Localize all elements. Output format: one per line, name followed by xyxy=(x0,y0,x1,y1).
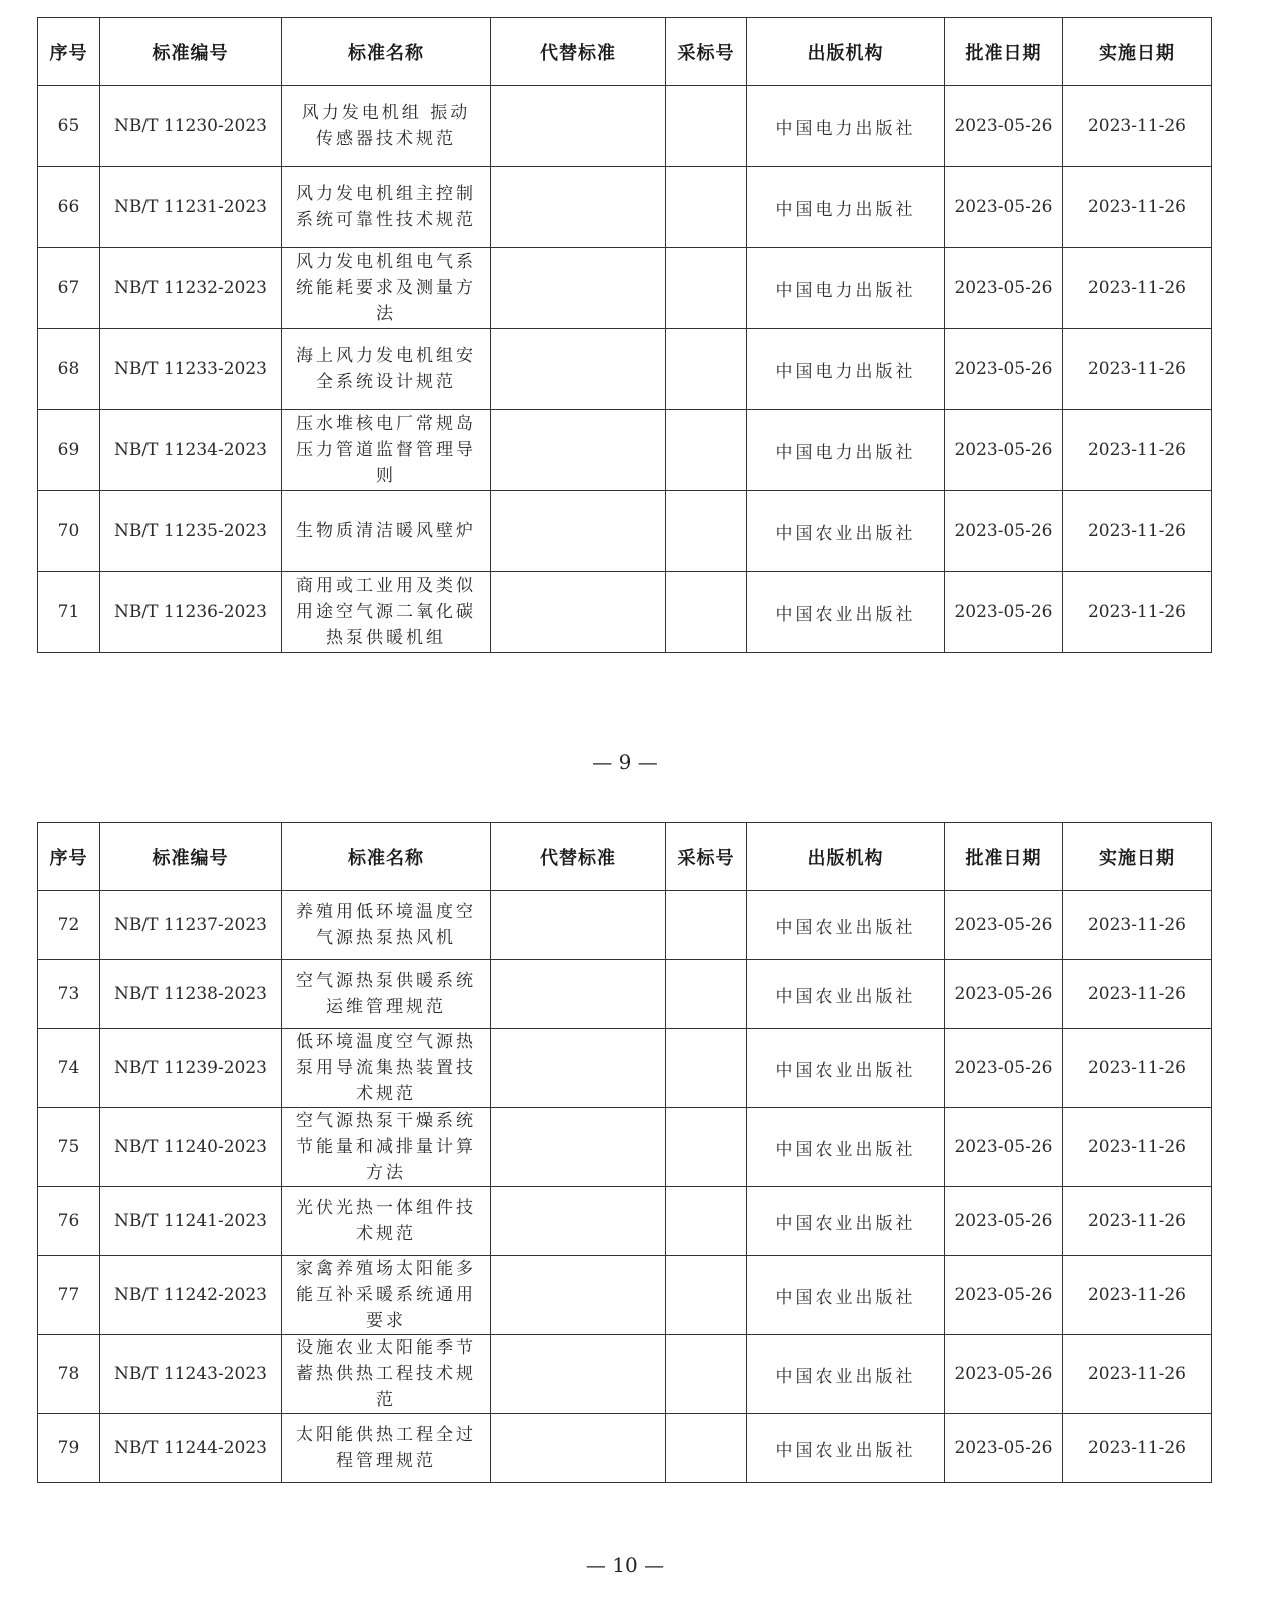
cell-effective: 2023-11-26 xyxy=(1063,329,1212,410)
cell-effective: 2023-11-26 xyxy=(1063,891,1212,960)
cell-name: 风力发电机组主控制系统可靠性技术规范 xyxy=(282,167,491,248)
cell-effective: 2023-11-26 xyxy=(1063,1335,1212,1414)
cell-replaces xyxy=(491,1335,666,1414)
cell-name: 太阳能供热工程全过程管理规范 xyxy=(282,1414,491,1483)
cell-code: NB/T 11238-2023 xyxy=(100,960,282,1029)
table-header-row xyxy=(38,823,1212,891)
cell-publisher: 中国农业出版社 xyxy=(747,1414,945,1483)
cell-no: 71 xyxy=(38,572,100,653)
table-row xyxy=(38,1187,1212,1256)
cell-name: 养殖用低环境温度空气源热泵热风机 xyxy=(282,891,491,960)
table-row xyxy=(38,410,1212,491)
cell-approved: 2023-05-26 xyxy=(945,572,1063,653)
cell-name: 空气源热泵供暖系统运维管理规范 xyxy=(282,960,491,1029)
cell-publisher: 中国农业出版社 xyxy=(747,1029,945,1108)
cell-approved: 2023-05-26 xyxy=(945,248,1063,329)
cell-approved: 2023-05-26 xyxy=(945,167,1063,248)
cell-effective: 2023-11-26 xyxy=(1063,960,1212,1029)
cell-approved: 2023-05-26 xyxy=(945,491,1063,572)
cell-no: 67 xyxy=(38,248,100,329)
cell-publisher: 中国电力出版社 xyxy=(747,167,945,248)
cell-replaces xyxy=(491,167,666,248)
cell-code: NB/T 11234-2023 xyxy=(100,410,282,491)
cell-publisher: 中国农业出版社 xyxy=(747,1256,945,1335)
cell-replaces xyxy=(491,1029,666,1108)
cell-name: 家禽养殖场太阳能多能互补采暖系统通用要求 xyxy=(282,1256,491,1335)
cell-name: 低环境温度空气源热泵用导流集热装置技术规范 xyxy=(282,1029,491,1108)
cell-adopted xyxy=(666,1108,747,1187)
header-replaces: 代替标准 xyxy=(491,823,666,891)
table-row xyxy=(38,248,1212,329)
cell-effective: 2023-11-26 xyxy=(1063,1029,1212,1108)
header-code: 标准编号 xyxy=(100,823,282,891)
header-effective: 实施日期 xyxy=(1063,18,1212,86)
cell-adopted xyxy=(666,329,747,410)
cell-no: 68 xyxy=(38,329,100,410)
cell-no: 78 xyxy=(38,1335,100,1414)
table-row xyxy=(38,1256,1212,1335)
cell-publisher: 中国农业出版社 xyxy=(747,1187,945,1256)
cell-replaces xyxy=(491,410,666,491)
cell-approved: 2023-05-26 xyxy=(945,1108,1063,1187)
cell-name: 生物质清洁暖风壁炉 xyxy=(282,491,491,572)
cell-effective: 2023-11-26 xyxy=(1063,410,1212,491)
cell-name: 压水堆核电厂常规岛压力管道监督管理导则 xyxy=(282,410,491,491)
table-body xyxy=(38,891,1212,1483)
cell-effective: 2023-11-26 xyxy=(1063,1108,1212,1187)
cell-replaces xyxy=(491,248,666,329)
cell-adopted xyxy=(666,248,747,329)
cell-adopted xyxy=(666,1187,747,1256)
cell-name: 风力发电机组电气系统能耗要求及测量方法 xyxy=(282,248,491,329)
cell-name: 光伏光热一体组件技术规范 xyxy=(282,1187,491,1256)
cell-name: 设施农业太阳能季节蓄热供热工程技术规范 xyxy=(282,1335,491,1414)
cell-publisher: 中国电力出版社 xyxy=(747,86,945,167)
cell-adopted xyxy=(666,1335,747,1414)
cell-approved: 2023-05-26 xyxy=(945,1029,1063,1108)
cell-replaces xyxy=(491,491,666,572)
table-row xyxy=(38,491,1212,572)
cell-name: 风力发电机组 振动传感器技术规范 xyxy=(282,86,491,167)
cell-adopted xyxy=(666,891,747,960)
cell-approved: 2023-05-26 xyxy=(945,1187,1063,1256)
cell-approved: 2023-05-26 xyxy=(945,1256,1063,1335)
cell-replaces xyxy=(491,960,666,1029)
cell-name: 空气源热泵干燥系统节能量和减排量计算方法 xyxy=(282,1108,491,1187)
cell-replaces xyxy=(491,86,666,167)
cell-approved: 2023-05-26 xyxy=(945,329,1063,410)
header-no: 序号 xyxy=(38,823,100,891)
cell-no: 76 xyxy=(38,1187,100,1256)
cell-no: 72 xyxy=(38,891,100,960)
cell-replaces xyxy=(491,1256,666,1335)
cell-adopted xyxy=(666,1029,747,1108)
cell-approved: 2023-05-26 xyxy=(945,410,1063,491)
cell-effective: 2023-11-26 xyxy=(1063,1256,1212,1335)
cell-code: NB/T 11240-2023 xyxy=(100,1108,282,1187)
cell-no: 77 xyxy=(38,1256,100,1335)
standards-table-page-9 xyxy=(37,17,1212,653)
cell-effective: 2023-11-26 xyxy=(1063,167,1212,248)
table-row xyxy=(38,1108,1212,1187)
header-approved: 批准日期 xyxy=(945,823,1063,891)
cell-approved: 2023-05-26 xyxy=(945,891,1063,960)
cell-replaces xyxy=(491,1414,666,1483)
cell-code: NB/T 11239-2023 xyxy=(100,1029,282,1108)
cell-effective: 2023-11-26 xyxy=(1063,86,1212,167)
cell-code: NB/T 11243-2023 xyxy=(100,1335,282,1414)
cell-publisher: 中国农业出版社 xyxy=(747,491,945,572)
cell-adopted xyxy=(666,410,747,491)
cell-name: 海上风力发电机组安全系统设计规范 xyxy=(282,329,491,410)
cell-approved: 2023-05-26 xyxy=(945,1414,1063,1483)
header-name: 标准名称 xyxy=(282,823,491,891)
cell-replaces xyxy=(491,329,666,410)
cell-publisher: 中国农业出版社 xyxy=(747,1335,945,1414)
cell-publisher: 中国农业出版社 xyxy=(747,960,945,1029)
cell-publisher: 中国农业出版社 xyxy=(747,572,945,653)
header-adopted: 采标号 xyxy=(666,18,747,86)
cell-adopted xyxy=(666,86,747,167)
header-publisher: 出版机构 xyxy=(747,18,945,86)
cell-publisher: 中国农业出版社 xyxy=(747,1108,945,1187)
cell-approved: 2023-05-26 xyxy=(945,1335,1063,1414)
cell-effective: 2023-11-26 xyxy=(1063,572,1212,653)
cell-no: 66 xyxy=(38,167,100,248)
cell-code: NB/T 11235-2023 xyxy=(100,491,282,572)
cell-code: NB/T 11236-2023 xyxy=(100,572,282,653)
table-body xyxy=(38,86,1212,653)
cell-effective: 2023-11-26 xyxy=(1063,248,1212,329)
cell-code: NB/T 11244-2023 xyxy=(100,1414,282,1483)
cell-no: 75 xyxy=(38,1108,100,1187)
cell-approved: 2023-05-26 xyxy=(945,960,1063,1029)
cell-adopted xyxy=(666,167,747,248)
header-code: 标准编号 xyxy=(100,18,282,86)
header-name: 标准名称 xyxy=(282,18,491,86)
cell-name: 商用或工业用及类似用途空气源二氧化碳热泵供暖机组 xyxy=(282,572,491,653)
cell-code: NB/T 11230-2023 xyxy=(100,86,282,167)
standards-table-page-10 xyxy=(37,822,1212,1483)
cell-no: 79 xyxy=(38,1414,100,1483)
cell-effective: 2023-11-26 xyxy=(1063,1187,1212,1256)
header-publisher: 出版机构 xyxy=(747,823,945,891)
cell-no: 74 xyxy=(38,1029,100,1108)
cell-publisher: 中国电力出版社 xyxy=(747,410,945,491)
table-row xyxy=(38,86,1212,167)
header-effective: 实施日期 xyxy=(1063,823,1212,891)
cell-code: NB/T 11231-2023 xyxy=(100,167,282,248)
table-row xyxy=(38,329,1212,410)
cell-no: 70 xyxy=(38,491,100,572)
header-no: 序号 xyxy=(38,18,100,86)
table-row xyxy=(38,572,1212,653)
cell-code: NB/T 11242-2023 xyxy=(100,1256,282,1335)
cell-publisher: 中国电力出版社 xyxy=(747,329,945,410)
cell-adopted xyxy=(666,572,747,653)
table-row xyxy=(38,167,1212,248)
cell-no: 69 xyxy=(38,410,100,491)
table-row xyxy=(38,1414,1212,1483)
header-approved: 批准日期 xyxy=(945,18,1063,86)
cell-adopted xyxy=(666,1414,747,1483)
cell-effective: 2023-11-26 xyxy=(1063,1414,1212,1483)
table-row xyxy=(38,960,1212,1029)
cell-code: NB/T 11237-2023 xyxy=(100,891,282,960)
cell-replaces xyxy=(491,572,666,653)
page-number: — 10 — xyxy=(585,1553,665,1577)
header-replaces: 代替标准 xyxy=(491,18,666,86)
cell-replaces xyxy=(491,1108,666,1187)
table-row xyxy=(38,891,1212,960)
cell-code: NB/T 11233-2023 xyxy=(100,329,282,410)
table-row xyxy=(38,1029,1212,1108)
cell-no: 73 xyxy=(38,960,100,1029)
cell-no: 65 xyxy=(38,86,100,167)
table-header-row xyxy=(38,18,1212,86)
cell-adopted xyxy=(666,1256,747,1335)
cell-adopted xyxy=(666,960,747,1029)
cell-approved: 2023-05-26 xyxy=(945,86,1063,167)
header-adopted: 采标号 xyxy=(666,823,747,891)
page-number: — 9 — xyxy=(592,750,658,774)
cell-replaces xyxy=(491,891,666,960)
table-row xyxy=(38,1335,1212,1414)
cell-effective: 2023-11-26 xyxy=(1063,491,1212,572)
cell-publisher: 中国电力出版社 xyxy=(747,248,945,329)
cell-code: NB/T 11241-2023 xyxy=(100,1187,282,1256)
cell-publisher: 中国农业出版社 xyxy=(747,891,945,960)
cell-code: NB/T 11232-2023 xyxy=(100,248,282,329)
cell-adopted xyxy=(666,491,747,572)
cell-replaces xyxy=(491,1187,666,1256)
